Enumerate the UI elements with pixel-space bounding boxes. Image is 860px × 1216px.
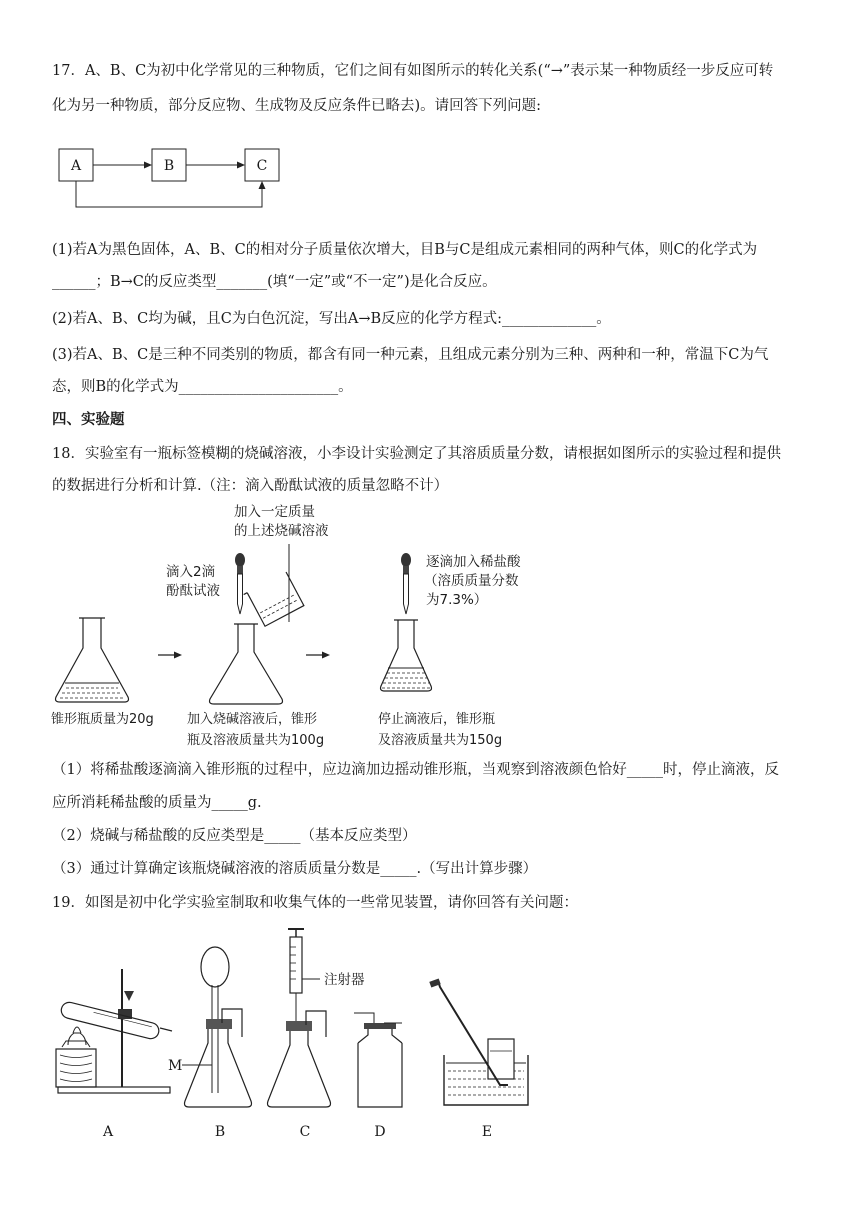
q18-part1-line2: 应所消耗稀盐酸的质量为_____g.: [52, 795, 262, 811]
q18-label-hcl-1: 逐滴加入稀盐酸: [426, 554, 521, 570]
q17-part1-line1: (1)若A为黑色固体，A、B、C的相对分子质量依次增大，目B与C是组成元素相同的两种气体，则C的化学式为: [52, 242, 758, 258]
q18-part1-line1: （1）将稀盐酸逐滴滴入锥形瓶的过程中，应边滴加边摇动锥形瓶，当观察到溶液颜色恰好_____时，停止滴液，反: [52, 762, 779, 778]
q17-arrowhead-a-c: [259, 181, 266, 189]
q18-stem-line2: 的数据进行分析和计算.（注：滴入酚酞试液的质量忽略不计）: [52, 478, 449, 494]
q18-label-add-naoh-2: 的上述烧碱溶液: [234, 523, 329, 539]
flask-2-icon: [210, 624, 283, 704]
q18-label-hcl-2: （溶质质量分数: [424, 573, 519, 589]
apparatus-e-icon: [429, 978, 528, 1105]
apparatus-b-icon: [182, 947, 252, 1107]
q17-box-a-label: A: [70, 158, 82, 174]
apparatus-c-icon: [268, 929, 331, 1107]
dropper-hcl-icon: [401, 553, 411, 614]
q19-stem: 19．如图是初中化学实验室制取和收集气体的一些常见装置，请你回答有关问题：: [52, 895, 578, 911]
q18-experiment-figure: [48, 500, 608, 750]
q17-conversion-diagram: [55, 145, 295, 215]
apparatus-b-caption: B: [214, 1124, 226, 1140]
q18-stem-line1: 18．实验室有一瓶标签模糊的烧碱溶液，小李设计实验测定了其溶质质量分数，请根据如图所示的实验过程和提供: [52, 446, 781, 462]
q17-arrow-a-c: [76, 181, 262, 207]
q18-caption-flask-2-line2: 瓶及溶液质量共为100g: [187, 733, 325, 748]
flask-1-icon: [56, 618, 129, 702]
apparatus-a-icon: [56, 969, 172, 1093]
apparatus-d-caption: D: [374, 1124, 386, 1140]
apparatus-d-icon: [354, 1013, 402, 1107]
beaker-pouring-icon: [244, 544, 304, 628]
apparatus-c-syringe-label: 注射器: [324, 972, 365, 988]
flask-3-icon: [381, 620, 432, 691]
q18-label-phenol-2: 酚酞试液: [166, 583, 220, 599]
q17-box-b-label: B: [163, 158, 175, 174]
q18-caption-flask-3-line1: 停止滴液后，锥形瓶: [378, 712, 496, 727]
apparatus-e-caption: E: [481, 1124, 493, 1140]
q17-arrowhead-a-b: [144, 162, 152, 169]
q18-caption-flask-2-line1: 加入烧碱溶液后，锥形: [187, 712, 318, 727]
q17-stem-line2: 化为另一种物质，部分反应物、生成物及反应条件已略去)。请回答下列问题:: [52, 98, 542, 114]
process-arrowhead-2: [322, 652, 330, 659]
q17-part3-line1: (3)若A、B、C是三种不同类别的物质，都含有同一种元素，且组成元素分别为三种、两种和一种，常温下C为气: [52, 347, 769, 363]
apparatus-b-m-label: M: [168, 1058, 183, 1074]
q18-label-hcl-3: 为7.3%）: [426, 592, 488, 608]
q18-part2: （2）烧碱与稀盐酸的反应类型是_____（基本反应类型）: [52, 828, 417, 844]
dropper-phenolphthalein-icon: [235, 553, 245, 614]
q17-part3-line2: 态，则B的化学式为______________________。: [52, 379, 353, 395]
q17-stem-line1: 17．A、B、C为初中化学常见的三种物质，它们之间有如图所示的转化关系(“→”表示某一种物质经一步反应可转: [52, 63, 774, 79]
q17-arrowhead-b-c: [237, 162, 245, 169]
q17-part2: (2)若A、B、C均为碱，且C为白色沉淀，写出A→B反应的化学方程式:_____________。: [52, 311, 611, 327]
q18-caption-flask-1: 锥形瓶质量为20g: [51, 712, 154, 727]
apparatus-a-caption: A: [102, 1124, 114, 1140]
q19-apparatus-figure: [52, 925, 572, 1150]
q18-part3: （3）通过计算确定该瓶烧碱溶液的溶质质量分数是_____.（写出计算步骤）: [52, 861, 538, 877]
q18-label-add-naoh-1: 加入一定质量: [234, 504, 315, 520]
process-arrowhead-1: [174, 652, 182, 659]
q18-caption-flask-3-line2: 及溶液质量共为150g: [378, 733, 503, 748]
q18-label-phenol-1: 滴入2滴: [166, 564, 216, 580]
q17-part1-line2: ______；B→C的反应类型_______(填“一定”或“不一定”)是化合反应。: [52, 274, 497, 290]
apparatus-c-caption: C: [299, 1124, 311, 1140]
q17-box-c-label: C: [256, 158, 268, 174]
section-heading-experiment: 四、实验题: [52, 411, 125, 428]
